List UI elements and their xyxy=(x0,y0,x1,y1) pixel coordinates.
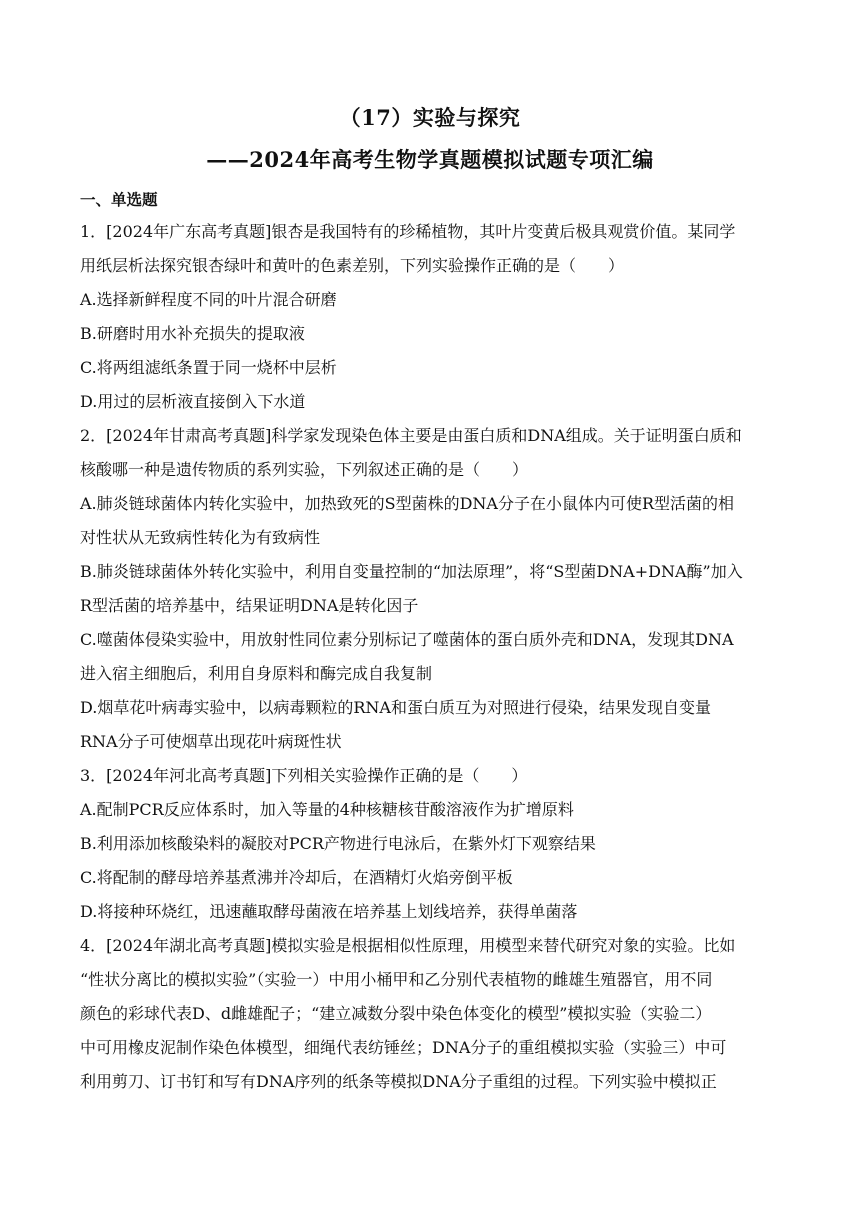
document-title: （17）实验与探究 xyxy=(339,105,521,130)
question-3-stem: 3．[2024年河北高考真题]下列相关实验操作正确的是（ ） xyxy=(80,766,528,785)
question-1-option-d: D.用过的层析液直接倒入下水道 xyxy=(80,392,306,411)
question-3-option-a: A.配制PCR反应体系时，加入等量的4种核糖核苷酸溶液作为扩增原料 xyxy=(80,800,574,819)
question-2-option-a-line-1: A.肺炎链球菌体内转化实验中，加热致死的S型菌株的DNA分子在小鼠体内可使R型活菌的相 xyxy=(80,494,735,513)
question-2-option-d-line-2: RNA分子可使烟草出现花叶病斑性状 xyxy=(80,732,342,751)
question-2-stem-line-2: 核酸哪一种是遗传物质的系列实验，下列叙述正确的是（ ） xyxy=(80,460,529,479)
question-2-option-b-line-2: R型活菌的培养基中，结果证明DNA是转化因子 xyxy=(80,596,419,615)
question-2-stem-line-1: 2．[2024年甘肃高考真题]科学家发现染色体主要是由蛋白质和DNA组成。关于证明蛋白质和 xyxy=(80,426,742,445)
question-2-option-c-line-1: C.噬菌体侵染实验中，用放射性同位素分别标记了噬菌体的蛋白质外壳和DNA，发现其DNA xyxy=(80,630,734,649)
question-1-stem-line-2: 用纸层析法探究银杏绿叶和黄叶的色素差别，下列实验操作正确的是（ ） xyxy=(80,256,625,275)
question-1-option-b: B.研磨时用水补充损失的提取液 xyxy=(80,324,305,343)
question-2-option-b-line-1: B.肺炎链球菌体外转化实验中，利用自变量控制的“加法原理”，将“S型菌DNA+DNA酶”加入 xyxy=(80,562,743,581)
question-4-stem-line-3: 颜色的彩球代表D、d雌雄配子；“建立减数分裂中染色体变化的模型”模拟实验（实验二） xyxy=(80,1004,712,1023)
question-4-stem-line-2: “性状分离比的模拟实验”（实验一）中用小桶甲和乙分别代表植物的雌雄生殖器官，用不同 xyxy=(80,970,713,989)
question-2-option-d-line-1: D.烟草花叶病毒实验中，以病毒颗粒的RNA和蛋白质互为对照进行侵染，结果发现自变量 xyxy=(80,698,711,717)
question-1-option-a: A.选择新鲜程度不同的叶片混合研磨 xyxy=(80,290,337,309)
question-4-stem-line-5: 利用剪刀、订书钉和写有DNA序列的纸条等模拟DNA分子重组的过程。下列实验中模拟正 xyxy=(80,1072,717,1091)
document-subtitle: ——2024年高考生物学真题模拟试题专项汇编 xyxy=(206,147,654,172)
question-3-option-b: B.利用添加核酸染料的凝胶对PCR产物进行电泳后，在紫外灯下观察结果 xyxy=(80,834,596,853)
question-1-option-c: C.将两组滤纸条置于同一烧杯中层析 xyxy=(80,358,337,377)
question-2-option-a-line-2: 对性状从无致病性转化为有致病性 xyxy=(80,528,321,547)
question-2-option-c-line-2: 进入宿主细胞后，利用自身原料和酶完成自我复制 xyxy=(80,664,433,683)
section-heading: 一、单选题 xyxy=(80,190,158,209)
question-1-stem-line-1: 1．[2024年广东高考真题]银杏是我国特有的珍稀植物，其叶片变黄后极具观赏价值。某同学 xyxy=(80,222,736,241)
question-4-stem-line-1: 4．[2024年湖北高考真题]模拟实验是根据相似性原理，用模型来替代研究对象的实验。比如 xyxy=(80,936,736,955)
question-3-option-c: C.将配制的酵母培养基煮沸并冷却后，在酒精灯火焰旁倒平板 xyxy=(80,868,513,887)
question-4-stem-line-4: 中可用橡皮泥制作染色体模型，细绳代表纺锤丝；DNA分子的重组模拟实验（实验三）中可 xyxy=(80,1038,727,1057)
question-3-option-d: D.将接种环烧红，迅速蘸取酵母菌液在培养基上划线培养，获得单菌落 xyxy=(80,902,578,921)
